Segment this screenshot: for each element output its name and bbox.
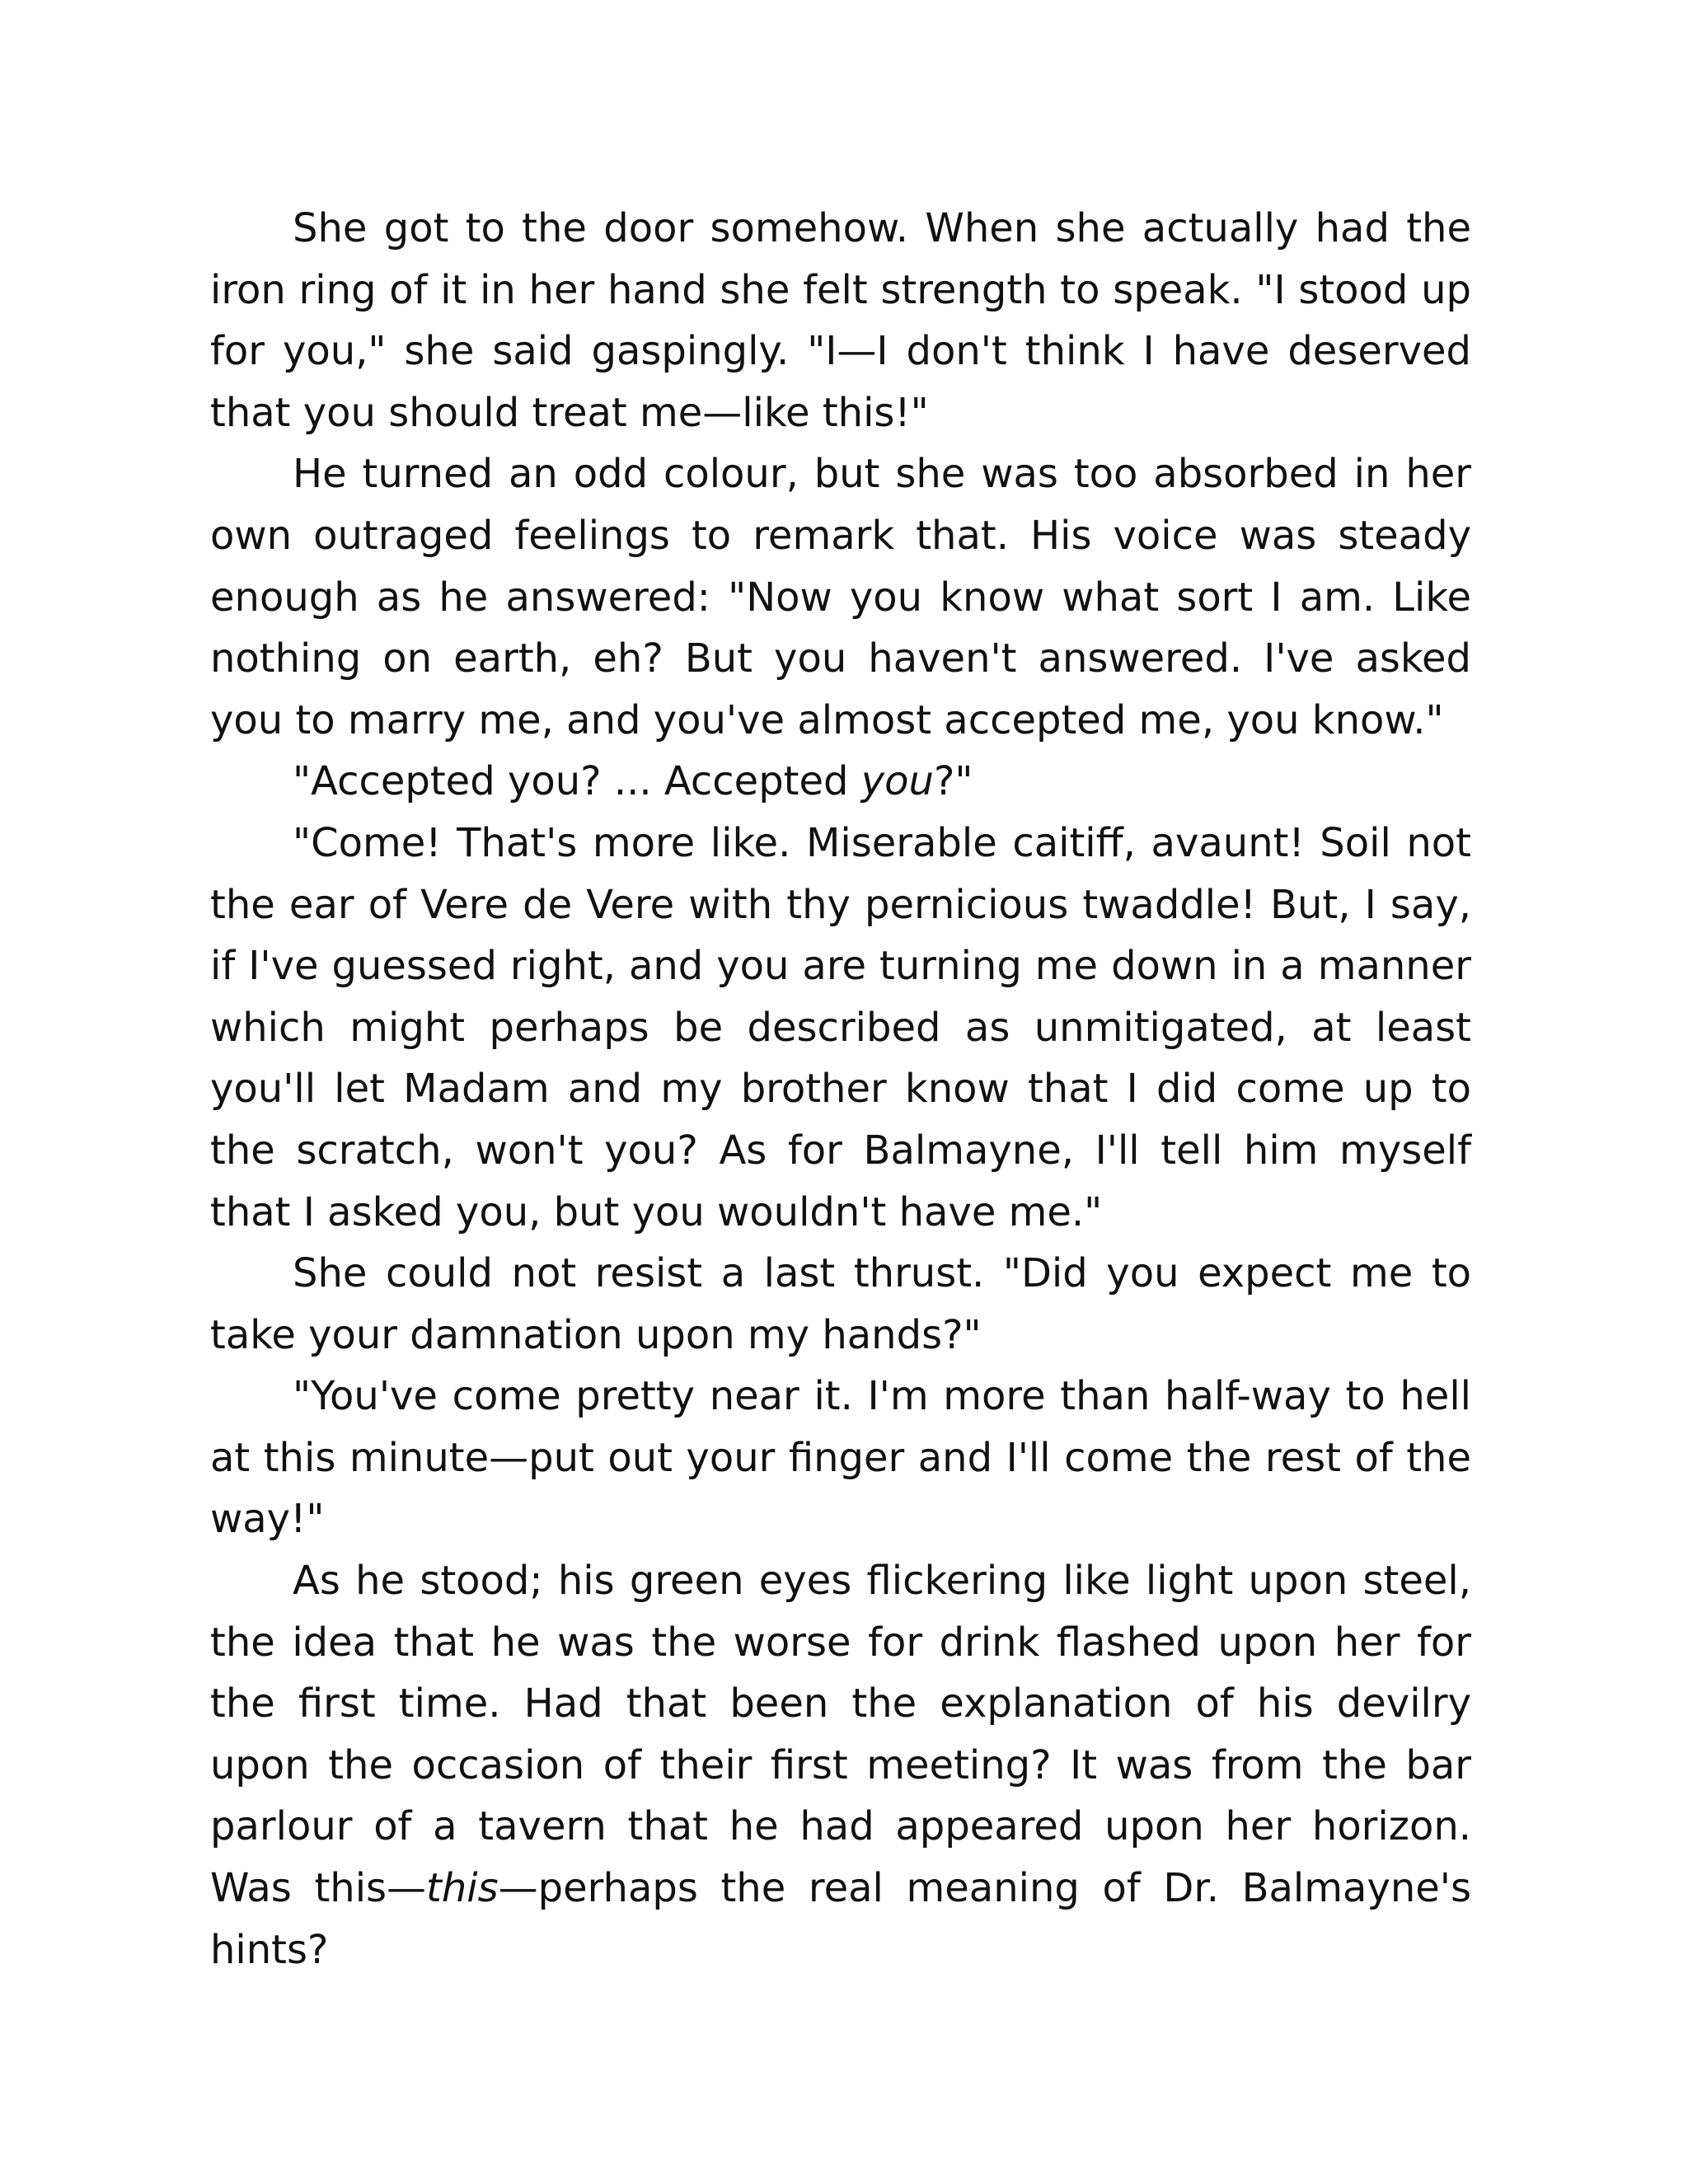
paragraph-half-way [210, 1366, 1471, 1550]
paragraph-text: He turned an odd colour, but she was too absorbed in her own outraged feelings to remark that. His voice was steady enough as he answered: "Now you know what sort I am. Like nothing on earth, eh? But you haven't answered. I've asked you to marry me, and you've almost accepted me, you know." [210, 451, 1471, 743]
paragraph-door [210, 198, 1471, 443]
text-body [210, 198, 1471, 1980]
italic-emphasis: this [426, 1865, 499, 1912]
paragraph-accepted-you [210, 751, 1471, 813]
paragraph-green-eyes [210, 1550, 1471, 1980]
paragraph-come [210, 813, 1471, 1243]
paragraph-text: "Come! That's more like. Miserable caitiff, avaunt! Soil not the ear of Vere de Vere with thy pernicious twaddle! But, I say, if I've guessed right, and you are turning me down in a manner which might perhaps be described as unmitigated, at least you'll let Madam and my brother know that I did come up to the scratch, won't you? As for Balmayne, I'll tell him myself that I asked you, but you wouldn't have me." [210, 819, 1471, 1235]
italic-emphasis: you [860, 758, 934, 805]
paragraph-text-before: As he stood; his green eyes flickering like light upon steel, the idea that he was the worse for drink flashed upon her for the first time. Had that been the explanation of his devilry upon the occasion of their first meeting? It was from the bar parlour of a tavern that he had appeared upon her horizon. Was this— [210, 1558, 1471, 1912]
paragraph-text-before: "Accepted you? ... Accepted [293, 758, 861, 805]
paragraph-last-thrust [210, 1243, 1471, 1366]
paragraph-text: She got to the door somehow. When she actually had the iron ring of it in her hand she felt strength to speak. "I stood up for you," she said gaspingly. "I—I don't think I have deserved that you should treat me—like this!" [210, 205, 1471, 436]
paragraph-text-after: ?" [933, 758, 973, 805]
paragraph-odd-colour [210, 443, 1471, 751]
paragraph-text: She could not resist a last thrust. "Did you expect me to take your damnation upon my hands?" [210, 1250, 1471, 1358]
paragraph-text: "You've come pretty near it. I'm more than half-way to hell at this minute—put out your finger and I'll come the rest of the way!" [210, 1373, 1471, 1543]
paragraph-text-after: —perhaps the real meaning of Dr. Balmayne's hints? [210, 1865, 1472, 1973]
